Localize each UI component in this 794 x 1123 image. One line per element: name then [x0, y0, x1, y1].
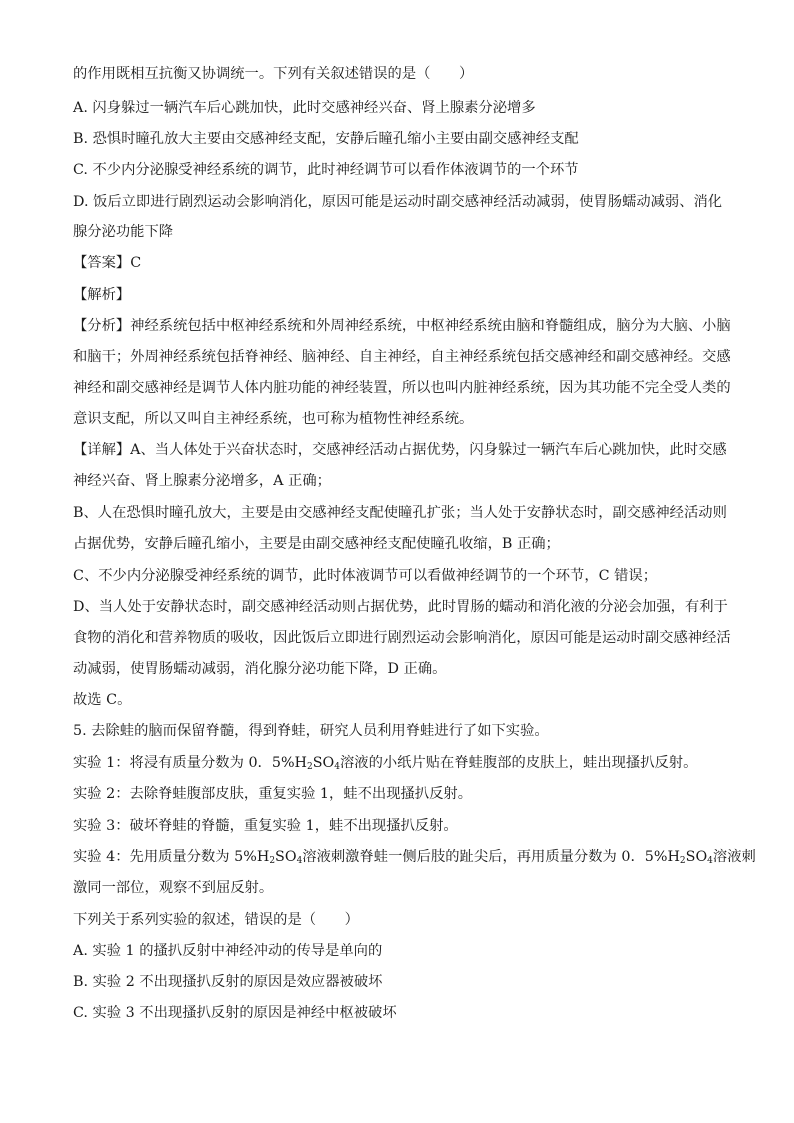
q5-option-b: B. 实验 2 不出现搔扒反射的原因是效应器被破坏 — [73, 974, 383, 990]
answer-value: C — [130, 255, 142, 271]
xiangjie-line-6: D、当人处于安静状态时，副交感神经活动则占据优势，此时胃肠的蠕动和消化液的分泌会加强，有利于 — [73, 599, 728, 615]
fenxi-line-1: 【分析】神经系统包括中枢神经系统和外周神经系统，中枢神经系统由脑和脊髓组成，脑分为大脑、小脑 — [73, 318, 731, 334]
xiangjie-line-8: 动减弱，使胃肠蠕动减弱，消化腺分泌功能下降，D 正确。 — [73, 661, 447, 677]
q5-experiment-4-line2: 激同一部位，观察不到屈反射。 — [73, 880, 274, 896]
answer-line — [73, 253, 723, 273]
fenxi-line-4: 意识支配，所以又叫自主神经系统，也可称为植物性神经系统。 — [73, 411, 474, 427]
answer-tag: 【答案】 — [73, 255, 131, 271]
q5-option-a: A. 实验 1 的搔扒反射中神经冲动的传导是单向的 — [73, 943, 383, 959]
q4-option-b: B. 恐惧时瞳孔放大主要由交感神经支配，安静后瞳孔缩小主要由副交感神经支配 — [73, 131, 579, 147]
xiangjie-line-3: B、人在恐惧时瞳孔放大，主要是由交感神经支配使瞳孔扩张；当人处于安静状态时，副交感神经活动则 — [73, 505, 727, 521]
q4-option-d-line2: 腺分泌功能下降 — [73, 224, 174, 240]
q4-option-d-line1: D. 饭后立即进行剧烈运动会影响消化，原因可能是运动时副交感神经活动减弱，使胃肠蠕动减弱、消化 — [73, 194, 723, 210]
q5-experiment-2: 实验 2：去除脊蛙腹部皮肤，重复实验 1，蛙不出现搔扒反射。 — [73, 786, 472, 802]
fenxi-line-2: 和脑干；外周神经系统包括脊神经、脑神经、自主神经，自主神经系统包括交感神经和副交感神经。交感 — [73, 349, 731, 365]
q5-question: 下列关于系列实验的叙述，错误的是（ ） — [73, 912, 359, 928]
q5-option-c: C. 实验 3 不出现搔扒反射的原因是神经中枢被破坏 — [73, 1005, 397, 1021]
q4-option-c: C. 不少内分泌腺受神经系统的调节，此时神经调节可以看作体液调节的一个环节 — [73, 162, 579, 178]
conclusion: 故选 C。 — [73, 692, 132, 708]
xiangjie-line-1: 【详解】A、当人体处于兴奋状态时，交感神经活动占据优势，闪身躲过一辆汽车后心跳加快，此时交感 — [73, 442, 727, 458]
q5-experiment-4: 实验 4：先用质量分数为 $5\%H_2SO_4$溶液刺激脊蛙一侧后肢的趾尖后，再用质量分数为 0．$5\%H_2SO_4$溶液刺 — [73, 849, 756, 866]
q4-option-a: A. 闪身躲过一辆汽车后心跳加快，此时交感神经兴奋、肾上腺素分泌增多 — [73, 100, 536, 116]
xiangjie-line-2: 神经兴奋、肾上腺素分泌增多，A 正确； — [73, 473, 331, 489]
xiangjie-line-5: C、不少内分泌腺受神经系统的调节，此时体液调节可以看做神经调节的一个环节，C 错误； — [73, 568, 657, 584]
analysis-tag: 【解析】 — [73, 287, 131, 303]
q4-stem-tail: 的作用既相互抗衡又协调统一。下列有关叙述错误的是（ ） — [73, 66, 474, 82]
xiangjie-line-7: 食物的消化和营养物质的吸收，因此饭后立即进行剧烈运动会影响消化，原因可能是运动时副交感神经活 — [73, 630, 731, 646]
q5-stem: 5. 去除蛙的脑而保留脊髓，得到脊蛙，研究人员利用脊蛙进行了如下实验。 — [73, 723, 549, 739]
q5-experiment-1: 实验 1：将浸有质量分数为 0．$5\%H_2SO_4$溶液的小纸片贴在脊蛙腹部的皮肤上，蛙出现搔扒反射。 — [73, 755, 698, 772]
q5-experiment-3: 实验 3：破坏脊蛙的脊髓，重复实验 1，蛙不出现搔扒反射。 — [73, 818, 458, 834]
fenxi-line-3: 神经和副交感神经是调节人体内脏功能的神经装置，所以也叫内脏神经系统，因为其功能不完全受人类的 — [73, 380, 731, 396]
xiangjie-line-4: 占据优势，安静后瞳孔缩小，主要是由副交感神经支配使瞳孔收缩，B 正确； — [73, 536, 560, 552]
